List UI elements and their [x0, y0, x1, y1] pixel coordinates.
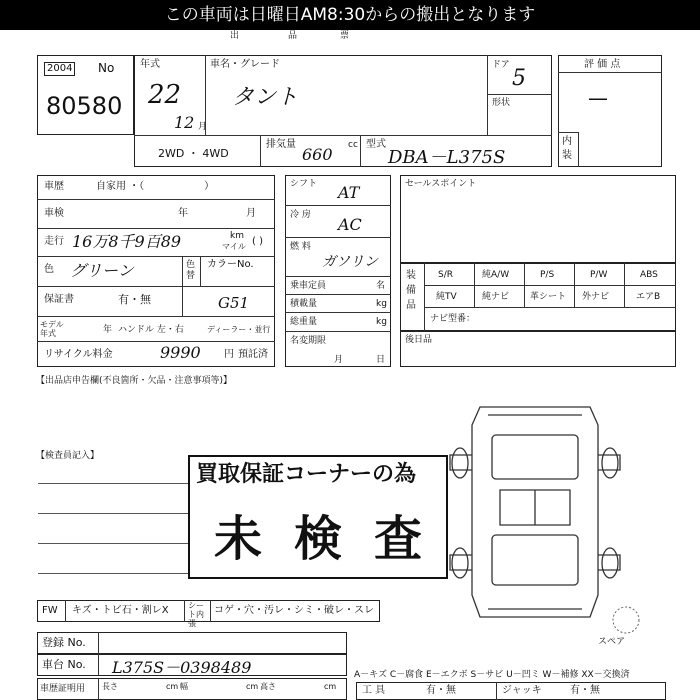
jack-label: ジャッキ [502, 685, 542, 696]
divider [134, 135, 552, 136]
inspection-month-unit: 月 [246, 208, 256, 219]
divider [285, 237, 391, 238]
mileage-label: 走行 [44, 236, 64, 247]
divider [285, 312, 391, 313]
equip-sunroof: S/R [438, 270, 453, 280]
interior-label-2: 装 [562, 150, 572, 161]
divider [210, 600, 211, 622]
equip-alloy-wheel: 純A/W [482, 270, 510, 280]
aircon-value: AC [338, 215, 362, 234]
recycle-deposit: 預託済 [238, 349, 268, 360]
cert-height-unit: cm [324, 682, 337, 691]
divider [37, 316, 275, 317]
divider [184, 600, 185, 622]
inspector-note-label: 【検査員記入】 [36, 451, 100, 461]
handle-side: ハンドル 左・右 [118, 325, 184, 335]
displacement-label: 排気量 [266, 139, 296, 150]
lot-year-tag [44, 62, 75, 76]
divider [98, 654, 99, 676]
cert-width-unit: cm [246, 682, 259, 691]
car-name-value: タント [232, 85, 299, 110]
sheet-title-fragment-2: 品 [288, 31, 298, 41]
divider [98, 632, 99, 654]
damage-code-legend: A－キズ C－腐食 E－エクボ S－サビ U－凹ミ W－補修 XX－交換済 [354, 670, 630, 680]
divider [37, 286, 275, 287]
load-label: 積載量 [290, 299, 318, 309]
chassis-label: 車台 No. [42, 658, 86, 671]
cert-length-label: 長さ [102, 682, 118, 691]
note-line [38, 543, 188, 544]
divider [65, 600, 66, 622]
warranty-label: 保証書 [44, 294, 74, 305]
divider [578, 132, 579, 167]
equip-airbag: エアB [636, 292, 661, 302]
divider [37, 199, 275, 200]
mileage-value: 16万8千9百89 [72, 232, 182, 251]
divider [285, 294, 391, 295]
divider [200, 256, 201, 286]
rating-label: 評 価 点 [584, 59, 621, 70]
registration-label: 登録 No. [42, 636, 86, 649]
lot-number: 80580 [46, 92, 123, 120]
divider [424, 285, 676, 286]
color-value: グリーン [70, 261, 134, 280]
divider [558, 72, 662, 73]
name-change-month: 月 [334, 355, 344, 365]
divider [37, 256, 275, 257]
displacement-value: 660 [302, 145, 333, 164]
stamp-main-text: 未検査 [214, 511, 455, 567]
pickup-notice-banner: この車両は日曜日AM8:30からの搬出となります [0, 0, 700, 30]
equip-power-steering: P/S [540, 270, 555, 280]
color-number-value: G51 [218, 294, 250, 312]
note-line [38, 573, 188, 574]
divider [37, 341, 275, 342]
history-value: 自家用 ・（ ） [96, 181, 215, 192]
sales-point-label: セールスポイント [405, 179, 477, 189]
capacity-unit: 名 [376, 281, 386, 291]
tools-label: 工 具 [362, 685, 386, 696]
lot-year-tag-value: 2004 [47, 63, 73, 74]
recycle-label: リサイクル料金 [44, 349, 113, 360]
exhibitor-note-label: 【出品店申告欄(不良箇所・欠品・注意事項等)】 [36, 376, 233, 386]
capacity-label: 乗車定員 [290, 281, 327, 291]
model-year-value: 22 [148, 80, 182, 110]
spare-label: スペア [598, 637, 626, 647]
divider [487, 55, 488, 135]
navi-model-label: ナビ型番： [430, 314, 476, 324]
car-name-label: 車名・グレード [210, 59, 280, 70]
note-line [38, 513, 188, 514]
cert-width-label: 幅 [180, 682, 188, 691]
fw-text: キズ・トビ石・割レX [72, 605, 169, 616]
equip-aftermarket-navi: 外ナビ [582, 292, 610, 302]
divider [524, 263, 525, 307]
sheet-title-fragment-3: 票 [340, 31, 350, 41]
recycle-unit: 円 [224, 349, 234, 360]
model-year-row-label: モデル年式 [40, 320, 64, 338]
divider [424, 307, 676, 308]
color-label: 色 [44, 264, 54, 275]
divider [558, 132, 578, 133]
divider [285, 205, 391, 206]
note-line [38, 483, 188, 484]
divider [285, 331, 391, 332]
shift-label: シフト [290, 179, 318, 189]
rear-deliver-label: 後日品 [405, 335, 433, 345]
cert-height-label: 高さ [260, 682, 276, 691]
name-change-label: 名変期限 [290, 336, 327, 346]
vehicle-cert-label: 車歴証明用 [40, 684, 86, 694]
model-month-suffix: 月 [198, 122, 208, 132]
interior-label-1: 内 [562, 136, 572, 147]
color-number-label: カラーNo. [207, 259, 254, 270]
rear-deliver-box [400, 331, 676, 367]
divider [624, 263, 625, 307]
equip-genuine-navi: 純ナビ [482, 292, 510, 302]
divider [574, 263, 575, 307]
chassis-value: L375S－0398489 [112, 658, 252, 677]
divider [360, 135, 361, 167]
drive-type: 2WD ・ 4WD [158, 147, 229, 160]
seat-label: シート内張 [188, 601, 204, 628]
divider [182, 256, 183, 316]
doors-value: 5 [512, 66, 526, 91]
divider [98, 678, 99, 700]
color-change-label: 色替 [186, 260, 196, 281]
stamp-caption: 買取保証コーナーの為 [196, 462, 417, 487]
equip-power-window: P/W [590, 270, 608, 280]
divider [496, 682, 497, 700]
aircon-label: 冷 房 [290, 210, 311, 220]
equip-genuine-tv: 純TV [436, 292, 457, 302]
jack-value: 有・無 [570, 685, 600, 696]
body-shape-label: 形状 [492, 98, 511, 108]
seat-text: コゲ・穴・汚レ・シミ・破レ・スレ [214, 605, 374, 616]
divider [487, 94, 552, 95]
divider [474, 263, 475, 307]
dealer-parallel: ディーラー・並行 [207, 325, 271, 334]
load-unit: kg [376, 299, 387, 309]
equipment-label: 装備品 [406, 270, 416, 311]
lot-no-label: No [98, 61, 115, 75]
weight-label: 総重量 [290, 317, 318, 327]
car-body-diagram [440, 395, 630, 625]
model-code-value: DBA－L375S [388, 147, 506, 168]
model-year-label: 年式 [140, 59, 160, 70]
warranty-value: 有・無 [118, 293, 151, 306]
inspection-label: 車検 [44, 208, 64, 219]
tools-value: 有・無 [426, 685, 456, 696]
history-label: 車歴 [44, 181, 64, 192]
shift-value: AT [338, 183, 360, 202]
weight-unit: kg [376, 317, 387, 327]
inspection-year-unit: 年 [178, 208, 188, 219]
divider [260, 135, 261, 167]
recycle-value: 9990 [160, 343, 201, 362]
doors-label: ドア [492, 60, 510, 70]
cert-length-unit: cm [166, 682, 179, 691]
rating-value: — [588, 86, 608, 110]
displacement-unit: cc [348, 140, 358, 150]
spare-tire-icon [606, 605, 646, 635]
divider [285, 276, 391, 277]
model-month-value: 12 [174, 113, 195, 132]
mileage-paren: ( ) [252, 236, 263, 247]
mileage-mile-unit: マイル [222, 242, 246, 251]
model-year-row-year: 年 [103, 325, 113, 335]
fuel-value: ガソリン [322, 254, 378, 270]
sheet-title-fragment-1: 出 [230, 31, 240, 41]
equip-leather-seat: 革シート [530, 292, 567, 302]
name-change-day: 日 [376, 355, 386, 365]
divider [424, 263, 425, 331]
model-code-label: 型式 [366, 139, 386, 150]
mileage-km-unit: km [230, 231, 244, 241]
equip-abs: ABS [640, 270, 658, 280]
fw-label: FW [42, 605, 58, 616]
fuel-label: 燃 料 [290, 242, 311, 252]
